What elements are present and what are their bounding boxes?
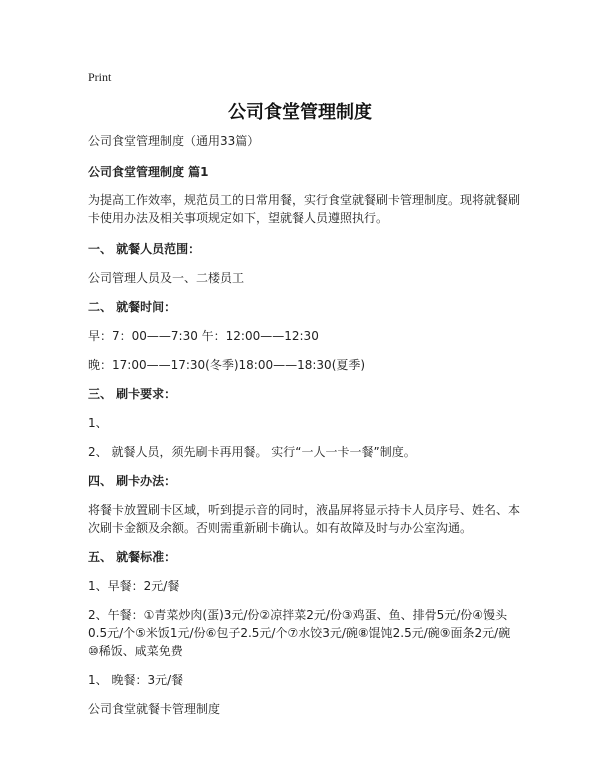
swipe-rule-2: 2、 就餐人员，须先刷卡再用餐。 实行“一人一卡一餐”制度。 <box>88 445 416 459</box>
section-heading-4: 四、 刷卡办法： <box>88 474 177 488</box>
document-body <box>88 132 520 718</box>
section-heading-5: 五、 就餐标准： <box>88 550 177 564</box>
section-heading-3: 三、 刷卡要求： <box>88 387 177 401</box>
intro-paragraph: 为提高工作效率，规范员工的日常用餐，实行食堂就餐刷卡管理制度。现将就餐刷卡使用办法及相关事项规定如下，望就餐人员遵照执行。 <box>88 193 521 225</box>
meal-time-line-2: 晚：17:00——17:30(冬季)18:00——18:30(夏季) <box>88 358 366 372</box>
swipe-method-paragraph: 将餐卡放置刷卡区域，听到提示音的同时，液晶屏将显示持卡人员序号、姓名、本次刷卡金额及余额。否则需重新刷卡确认。如有故障及时与办公室沟通。 <box>88 503 521 535</box>
closing-line: 公司食堂就餐卡管理制度 <box>88 702 221 716</box>
meal-standard-dinner: 1、 晚餐：3元/餐 <box>88 673 184 687</box>
meal-standard-breakfast: 1、早餐：2元/餐 <box>88 579 180 593</box>
swipe-rule-1: 1、 <box>88 416 108 430</box>
document-subtitle: 公司食堂管理制度（通用33篇） <box>88 134 260 148</box>
section-heading-1: 一、 就餐人员范围： <box>88 242 201 256</box>
meal-time-line-1: 早：7：00——7:30 午：12:00——12:30 <box>88 329 319 343</box>
section-heading-2: 二、 就餐时间： <box>88 300 177 314</box>
article-heading: 公司食堂管理制度 篇1 <box>88 165 209 179</box>
meal-standard-lunch: 2、午餐：①青菜炒肉(蛋)3元/份②凉拌菜2元/份③鸡蛋、鱼、排骨5元/份④馒头0.5元/个⑤米饭1元/份⑥包子2.5元/个⑦水饺3元/碗⑧馄饨2.5元/碗⑨面条2元/碗⑩稀饭、咸菜免费 <box>88 608 511 658</box>
page-title: 公司食堂管理制度 <box>228 102 372 123</box>
print-label: Print <box>88 70 112 84</box>
section-text-1: 公司管理人员及一、二楼员工 <box>88 271 245 285</box>
